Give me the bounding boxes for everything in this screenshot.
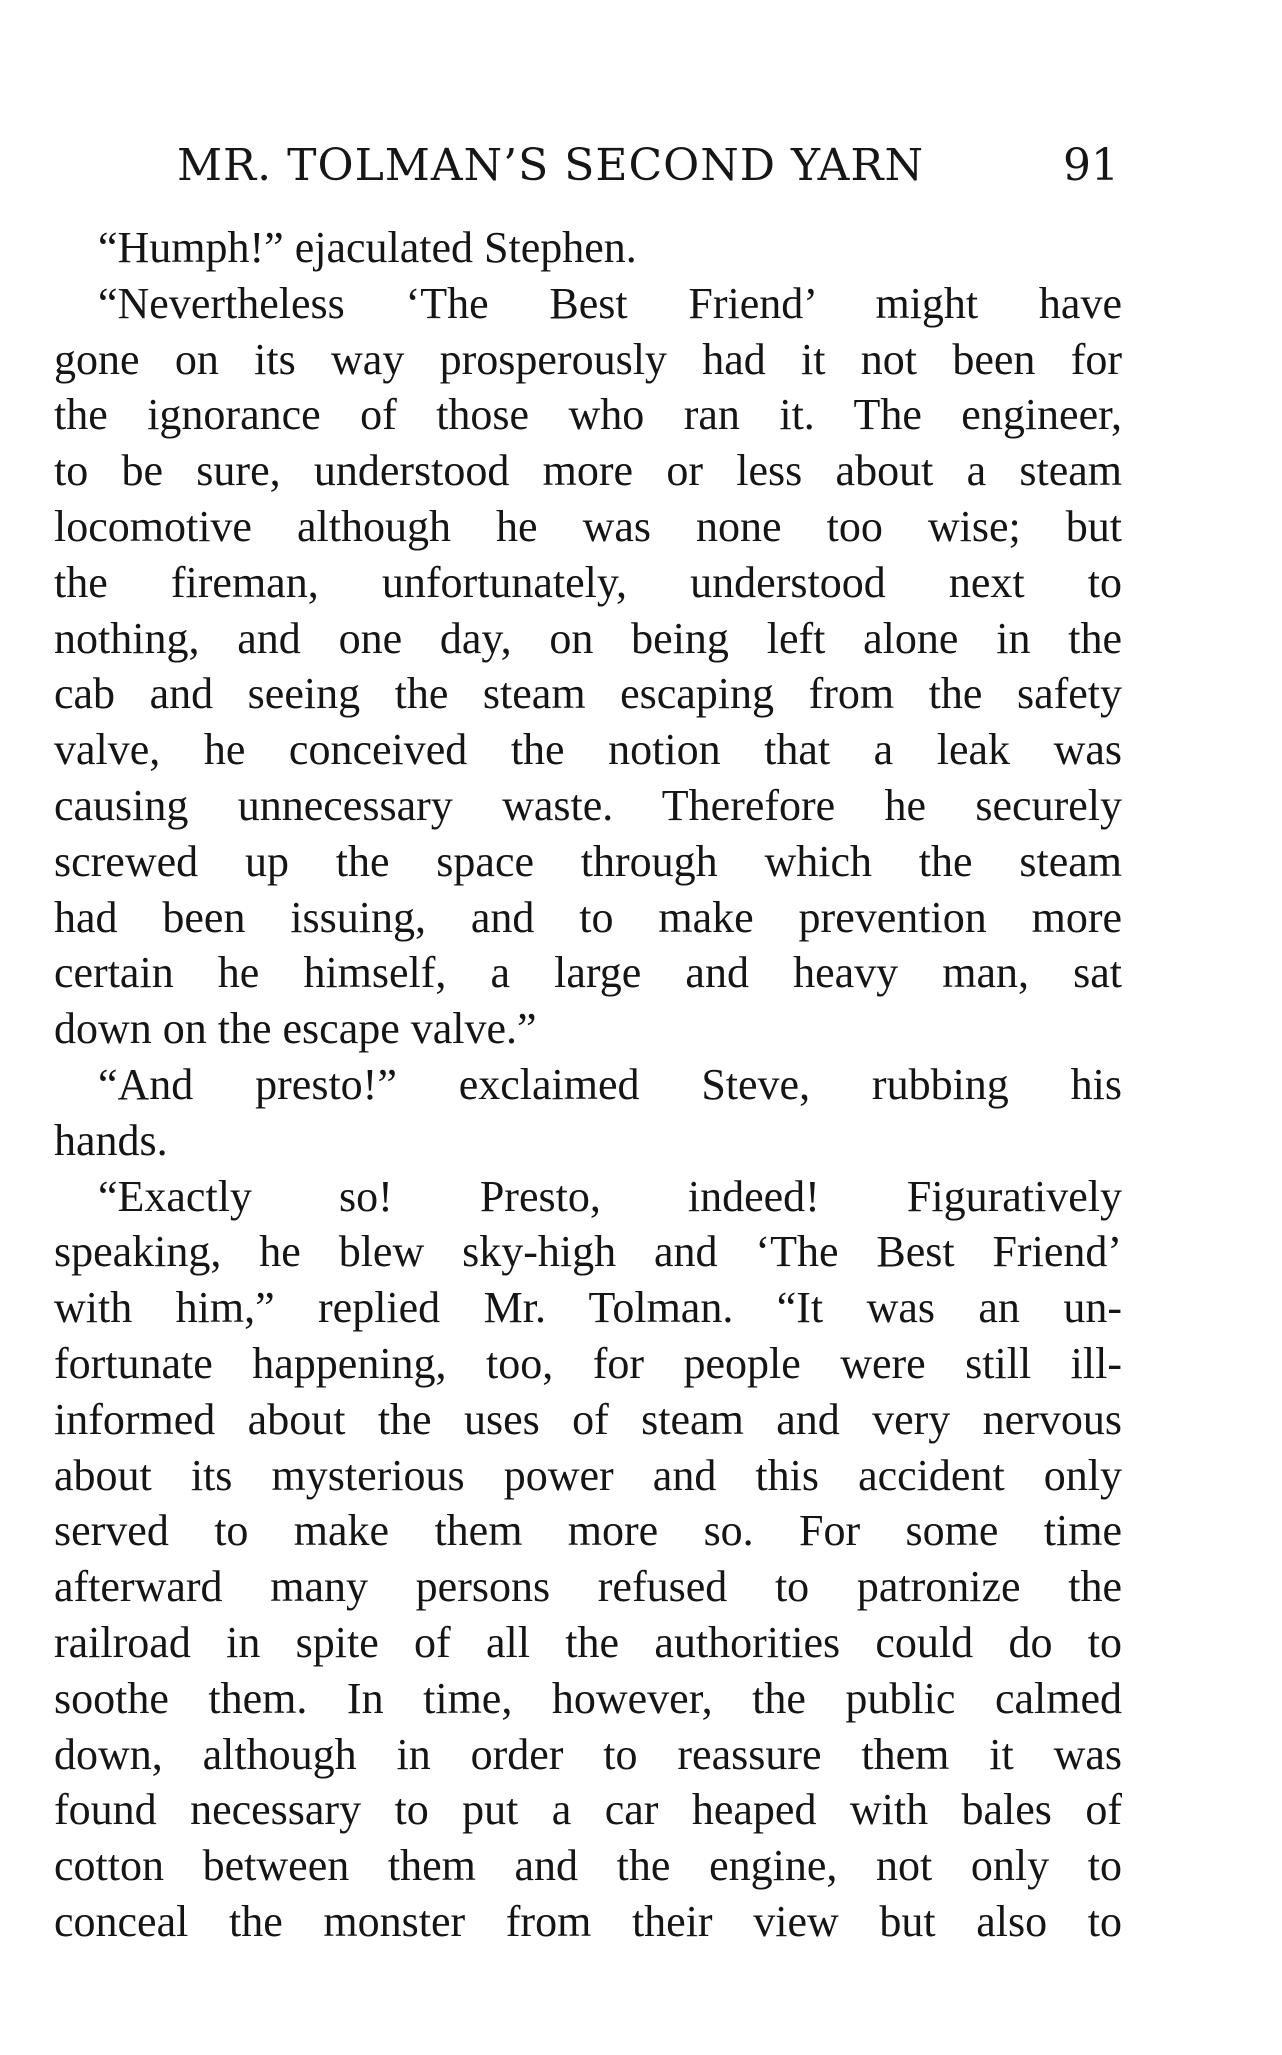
body-text xyxy=(54,220,1122,1950)
text-line: down, although in order to reassure them it was xyxy=(54,1729,1122,1779)
text-line: causing unnecessary waste. Therefore he securely xyxy=(54,780,1122,830)
text-line: fortunate happening, too, for people were still ill- xyxy=(54,1338,1122,1388)
text-line: found necessary to put a car heaped with bales of xyxy=(54,1785,1122,1835)
text-line: locomotive although he was none too wise; but xyxy=(54,501,1122,551)
text-line: to be sure, understood more or less about a steam xyxy=(54,446,1122,496)
text-line: the ignorance of those who ran it. The engineer, xyxy=(54,390,1122,440)
text-line: down on the escape valve.” xyxy=(54,1004,537,1054)
text-line: about its mysterious power and this accident only xyxy=(54,1450,1122,1500)
text-line: screwed up the space through which the steam xyxy=(54,836,1122,886)
text-line: afterward many persons refused to patronize the xyxy=(54,1562,1122,1612)
text-line: railroad in spite of all the authorities could do to xyxy=(54,1617,1122,1667)
text-line: gone on its way prosperously had it not been for xyxy=(54,334,1122,384)
text-line: “And presto!” exclaimed Steve, rubbing his xyxy=(98,1059,1122,1109)
text-line: “Nevertheless ‘The Best Friend’ might have xyxy=(98,278,1122,328)
paragraph xyxy=(54,1057,1122,1169)
paragraph xyxy=(54,1169,1122,1950)
text-line: with him,” replied Mr. Tolman. “It was an un- xyxy=(54,1283,1122,1333)
paragraph xyxy=(54,276,1122,1057)
running-head-title: MR. TOLMAN’S SECOND YARN xyxy=(177,140,925,191)
paragraph xyxy=(54,220,1122,276)
text-line: informed about the uses of steam and very nervous xyxy=(54,1394,1122,1444)
text-line: “Exactly so! Presto, indeed! Figuratively xyxy=(98,1171,1122,1221)
text-line: valve, he conceived the notion that a leak was xyxy=(54,725,1122,775)
text-line: certain he himself, a large and heavy man, sat xyxy=(54,948,1122,998)
text-line: nothing, and one day, on being left alone in the xyxy=(54,613,1122,663)
text-line: hands. xyxy=(54,1115,168,1165)
text-line: conceal the monster from their view but also to xyxy=(54,1896,1122,1946)
running-head xyxy=(177,140,1127,200)
page-number: 91 xyxy=(1063,140,1119,191)
text-line: speaking, he blew sky-high and ‘The Best Friend’ xyxy=(54,1227,1122,1277)
text-line: soothe them. In time, however, the public calmed xyxy=(54,1673,1122,1723)
text-line: had been issuing, and to make prevention more xyxy=(54,892,1122,942)
text-line: cotton between them and the engine, not only to xyxy=(54,1841,1122,1891)
text-line: the fireman, unfortunately, understood next to xyxy=(54,557,1122,607)
text-line: “Humph!” ejaculated Stephen. xyxy=(98,223,637,272)
text-line: cab and seeing the steam escaping from the safety xyxy=(54,669,1122,719)
text-line: served to make them more so. For some time xyxy=(54,1506,1122,1556)
